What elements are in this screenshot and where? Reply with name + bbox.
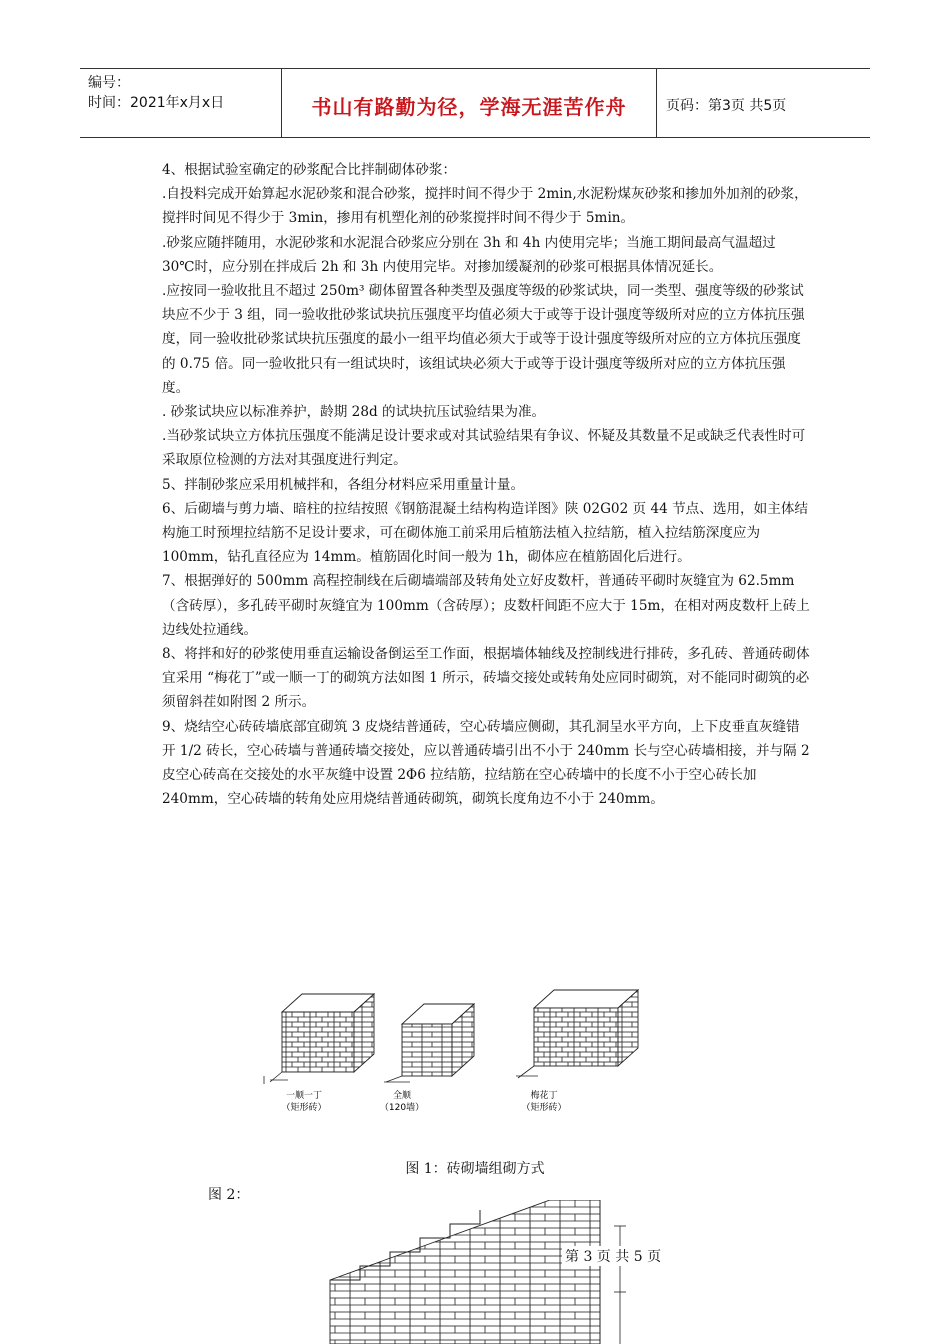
figure1-caption: 图 1：砖砌墙组砌方式 [405, 1161, 545, 1177]
paragraph: 7、根据弹好的 500mm 高程控制线在后砌墙端部及转角处立好皮数杆，普通砖平砌时灰缝宜为 62.5mm（含砖厚），多孔砖平砌时灰缝宜为 100mm（含砖厚）；皮数杆间距不应大于 15m，在相对两皮数杆上砖上边线处拉通线。 [162, 573, 810, 638]
body-text [162, 158, 812, 811]
figure1-label: （120墙） [379, 1103, 425, 1113]
date-label: 时间：2021年x月x日 [88, 95, 225, 111]
wall-flemish-bond [516, 990, 638, 1078]
figure2-label: 图 2： [208, 1187, 250, 1203]
header-meta [88, 73, 224, 113]
header-motto: 书山有路勤为径，学海无涯苦作舟 [311, 95, 627, 119]
figure1-label: 梅花丁 [530, 1091, 558, 1101]
header-divider [656, 69, 657, 137]
header-page-label: 页码：第3页 共5页 [666, 98, 787, 114]
toothing-corner-figure [320, 1200, 660, 1344]
figure1-label: 全顺 [392, 1091, 412, 1101]
brick-bond-figure [262, 972, 662, 1122]
figure1-label: （矩形砖） [281, 1103, 327, 1113]
page-header [80, 68, 870, 138]
paragraph: 5、拌制砂浆应采用机械拌和，各组分材料应采用重量计量。 [162, 476, 525, 493]
paragraph: .砂浆应随拌随用，水泥砂浆和水泥混合砂浆应分别在 3h 和 4h 内使用完毕；当施工期间最高气温超过 30℃时，应分别在拌成后 2h 和 3h 内使用完毕。对掺加缓凝剂的砂浆可根据具体情况延长。 [162, 234, 776, 275]
paragraph: . 砂浆试块应以标准养护，龄期 28d 的试块抗压试验结果为准。 [162, 404, 546, 421]
paragraph: 6、后砌墙与剪力墙、暗柱的拉结按照《钢筋混凝土结构构造详图》陕 02G02 页 44 节点、选用，如主体结构施工时预埋拉结筋不足设计要求，可在砌体施工前采用后植筋法植入拉结筋，植入拉结筋深度应为 100mm，钻孔直径应为 14mm。植筋固化时间一般为 1h，砌体应在植筋固化后进行。 [162, 500, 809, 566]
footer-page-number: 第 3 页 共 5 页 [562, 1246, 664, 1266]
paragraph: .应按同一验收批且不超过 250m³ 砌体留置各种类型及强度等级的砂浆试块，同一类型、强度等级的砂浆试块应不少于 3 组，同一验收批砂浆试块抗压强度平均值必须大于或等于设计强度等级所对应的立方体抗压强度，同一验收批砂浆试块抗压强度的最小一组平均值必须大于或等于设计强度等级所对应的立方体抗压强度的 0.75 倍。同一验收批只有一组试块时，该组试块必须大于或等于设计强度等级所对应的立方体抗压强度。 [162, 283, 805, 396]
paragraph: 4、根据试验室确定的砂浆配合比拌制砌体砂浆： [162, 162, 457, 178]
code-label: 编号： [88, 75, 130, 91]
paragraph: 8、将拌和好的砂浆使用垂直运输设备倒运至工作面，根据墙体轴线及控制线进行排砖，多孔砖、普通砖砌体宜采用 “梅花丁”或一顺一丁的砌筑方法如图 1 所示，砖墙交接处或转角处应同时砌筑，对不能同时砌筑的必须留斜茬如附图 2 所示。 [162, 646, 810, 711]
paragraph: .自投料完成开始算起水泥砂浆和混合砂浆，搅拌时间不得少于 2min,水泥粉煤灰砂浆和掺加外加剂的砂浆，搅拌时间见不得少于 3min，掺用有机塑化剂的砂浆搅拌时间不得少于 5min。 [162, 186, 808, 227]
figure1-label: 一顺一丁 [285, 1091, 323, 1101]
wall-stretcher-bond [384, 1004, 474, 1082]
figure1-label: （矩形砖） [521, 1103, 567, 1113]
paragraph: .当砂浆试块立方体抗压强度不能满足设计要求或对其试验结果有争议、怀疑及其数量不足或缺乏代表性时可采取原位检测的方法对其强度进行判定。 [162, 428, 806, 469]
paragraph: 9、烧结空心砖砖墙底部宜砌筑 3 皮烧结普通砖，空心砖墙应侧砌，其孔洞呈水平方向，上下皮垂直灰缝错开 1/2 砖长，空心砖墙与普通砖墙交接处，应以普通砖墙引出不小于 240mm 长与空心砖墙相接，并与隔 2 皮空心砖高在交接处的水平灰缝中设置 2Φ6 拉结筋，拉结筋在空心砖墙中的长度不小于空心砖长加 240mm，空心砖墙的转角处应用烧结普通砖砌筑，砌筑长度角边不小于 240mm。 [162, 718, 810, 808]
wall-english-bond [264, 994, 374, 1084]
